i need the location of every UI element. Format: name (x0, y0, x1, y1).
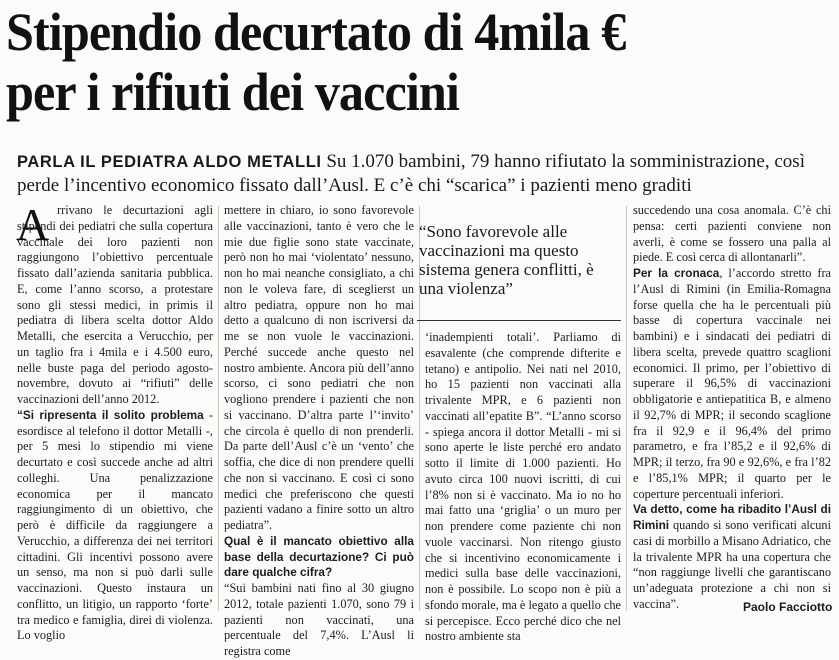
column-4-lead-2: Va detto, come ha ribadito l’Ausl di Rimini (633, 502, 831, 532)
column-1-paragraph-1: rrivano le decurtazioni agli stipendi dei pediatri che sulla copertura vaccinale dei loro pazienti non raggiungono l’obiettivo percentuale fissato dall’azienda sanitaria pubblica. E, come l’anno scorso, a protestare sono gli stessi medici, in primis il pediatra di libera scelta dottor Aldo Metalli, che esercita a Verucchio, per un taglio fra i 4mila e i 4.500 euro, nelle buste paga del periodo agosto-novembre, dovuto ai “rifiuti” delle vaccinazioni dell’anno 2012. (17, 203, 213, 406)
drop-cap: A (16, 199, 50, 250)
headline-line-1: Stipendio decurtato di 4mila € (6, 2, 626, 62)
column-4-text-1: , l’accordo stretto fra l’Ausl di Rimini (in Emilia-Romagna forse quella che ha le percentuali più basse di copertura vaccinale nei bambini) e i sindacati dei pediatri di libera scelta, prevede quattro scaglioni economici. Il primo, per l’obiettivo di superare il 96,5% di vaccinazioni obbligatorie e antiepatitica B, e almeno il 92,7% di MPR; il secondo scaglione fra il 92,9 e il 96,4% del primo parametro, e fra l’85,2 e il 92,6% di MPR; il terzo, fra 90 e 92,6%, e fra l’82 e l’85,1% MPR; il quarto per le coperture percentuali inferiori. (633, 266, 831, 501)
headline-line-2: per i rifiuti dei vaccini (6, 62, 459, 122)
article-column-3 (425, 330, 621, 645)
pull-quote-rule (417, 320, 621, 321)
column-4-paragraph-3 (633, 502, 831, 612)
column-4-lead-1: Per la cronaca (633, 266, 720, 280)
standfirst-text: Su 1.070 bambini, 79 hanno rifiutato la somministrazione, così perde l’incentivo economico fissato dall’Ausl. E c’è chi “scarica” i pazienti meno graditi (17, 151, 805, 196)
standfirst-kicker: PARLA IL PEDIATRA ALDO METALLI (17, 153, 322, 171)
headline (6, 2, 778, 122)
column-1-answer: - esordisce al telefono il dottor Metalli -, per 5 mesi lo stipendio mi viene decurtato e così succede anche ad altri colleghi. Una penalizzazione economica per il mancato raggiungimento di un obiettivo, che però è difficile da raggiungere a Verucchio, a differenza dei nei territori cittadini. Gli incentivi possono avere un senso, ma non si può darli sulle vaccinazioni. Questo instaura un conflitto, un litigio, un rapporto ‘forte’ tra medico e famiglia, direi di violenza. Lo voglio (17, 407, 214, 643)
column-1-paragraph-2 (17, 408, 213, 644)
column-1-question: “Si ripresenta il solito problema (17, 407, 204, 422)
article-column-2 (224, 203, 414, 660)
column-3-paragraph-1: ‘inadempienti totali’. Parliamo di esavalente (che comprende difterite e tetano) e antipolio. Nei nati nel 2010, ho 15 pazienti non vaccinati alla trivalente MPR, e 6 pazienti non vaccinati all’epatite B”. “L’anno scorso - spiega ancora il dottor Metalli - mi si sono aperte le liste perché ero andato sotto il limite di 1.000 pazienti. Ho avuto circa 100 nuovi iscritti, di cui l’8% non si è vaccinato. Ma io no ho mai fatto una ‘griglia’ o un muro per non prendere come paziente chi non vuole vaccinarsi. Non ritengo giusto che si incentivino economicamente i medici sulla base delle vaccinazioni, non è possibile. Lo scopo non è più a sfondo morale, ma è legato a quello che si percepisce. Ecco perché dico che nel nostro ambiente sta (425, 330, 621, 644)
standfirst (17, 150, 837, 197)
column-divider (626, 206, 627, 611)
article-column-4 (633, 203, 831, 613)
column-2-paragraph-2: “Sui bambini nati fino al 30 giugno 2012, totale pazienti 1.070, sono 79 i pazienti non vaccinati, una percentuale del 7,4%. L’Ausl li registra come (224, 581, 414, 658)
column-4-paragraph-1: succedendo una cosa anomala. C’è chi pensa: certi pazienti conviene non averli, è come se fossero una palla al piede. E così cerca di allontanarli”. (633, 203, 831, 265)
column-divider (218, 206, 219, 611)
pull-quote: “Sono favorevole alle vaccinazioni ma questo sistema genera conflitti, è una violenza” (419, 222, 594, 298)
article-column-1 (16, 199, 214, 644)
column-2-question: Qual è il mancato obiettivo alla base della decurtazione? Ci può dare qualche cifra? (224, 533, 414, 580)
column-4-paragraph-2 (633, 266, 831, 502)
column-4-text-2: quando si sono verificati alcuni casi di morbillo a Misano Adriatico, che la trivalente MPR ha una copertura che “non raggiunge livelli che garantiscano un’adeguata protezione a chi non si vaccina”. (633, 518, 831, 611)
byline: Paolo Facciotto (743, 600, 833, 614)
column-2-paragraph-1: mettere in chiaro, io sono favorevole alle vaccinazioni, tanto è vero che le mie due figlie sono state vaccinate, però non ho mai ‘violentato’ nessuno, non ho mai neanche consigliato, a chi non le voleva fare, di sceglierst un altro pediatra, oppure non ho mai detto a qualcuno di non iscriversi da me se non vuole le vaccinazioni. Perché succede anche questo nel nostro ambiente. Ancora più dell’anno scorso, ci sono pediatri che non vogliono prendere i pazienti che non si vaccinano. D’altra parte l’‘invito’ che circola è quello di non prenderli. Da parte dell’Ausl c’è un ‘vento’ che soffia, che dice di non prendere quelli che non si vaccinano. E così ci sono medici che preferiscono che questi pazienti vadano a finire sotto un altro pediatra”. (224, 203, 414, 532)
